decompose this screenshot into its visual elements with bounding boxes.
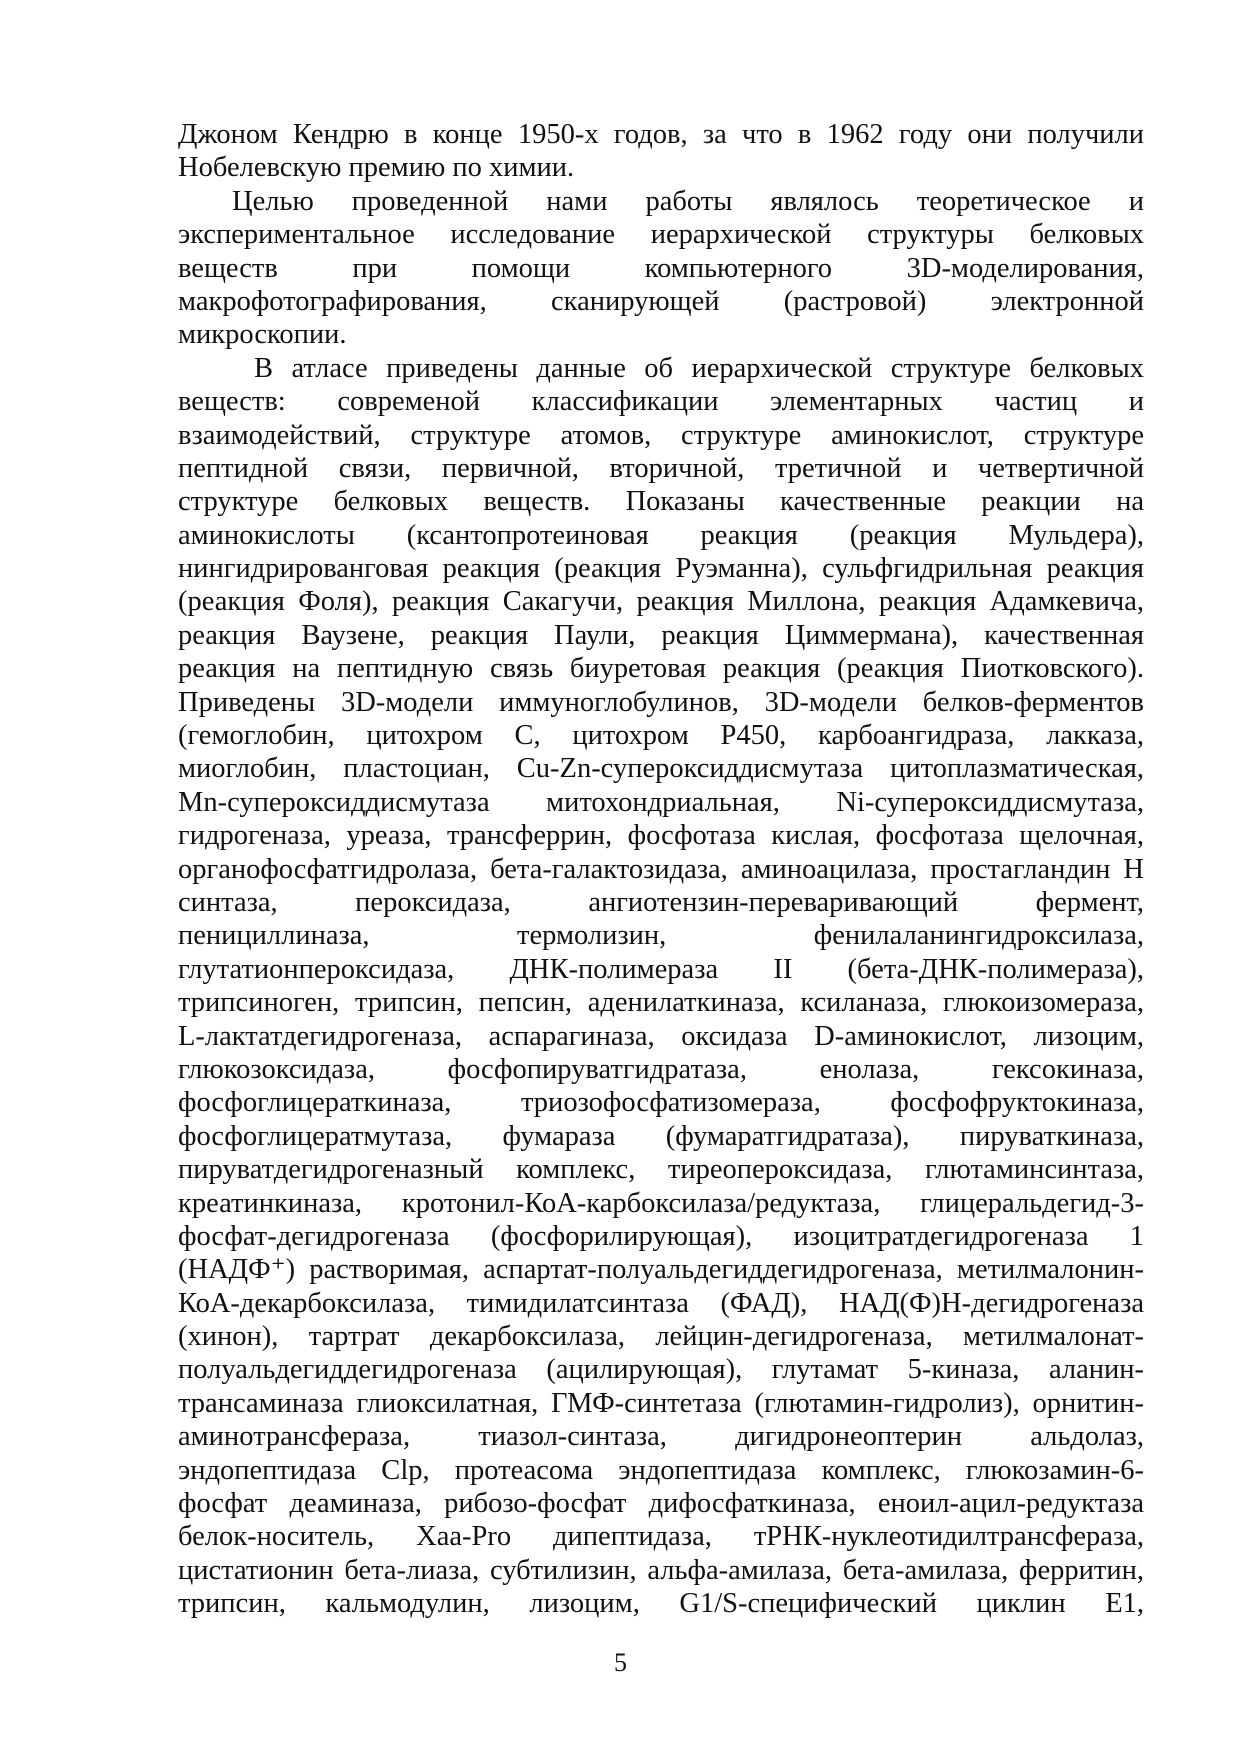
text-line: глюкозоксидаза, фосфопируватгидратаза, енолаза, гексокиназа, [178,1053,1144,1085]
text-line: нингидрированговая реакция (реакция Руэманна), сульфгидрильная реакция [178,553,1144,585]
text-line: структуре белковых веществ. Показаны качественные реакции на [178,486,1144,518]
text-line: (хинон), тартрат декарбоксилаза, лейцин-дегидрогеназа, метилмалонат- [178,1321,1144,1353]
text-line: пенициллиназа, термолизин, фенилаланингидроксилаза, [178,920,1144,952]
text-line: органофосфатгидролаза, бета-галактозидаза, аминоацилаза, простагландин Н [178,853,1144,885]
text-line: синтаза, пероксидаза, ангиотензин-переваривающий фермент, [178,886,1144,918]
page-number: 5 [614,1648,627,1677]
text-line: фосфат-дегидрогеназа (фосфорилирующая), изоцитратдегидрогеназа 1 [178,1220,1144,1252]
text-line: миоглобин, пластоциан, Cu-Zn-супероксиддисмутаза цитоплазматическая, [178,753,1144,785]
text-line: трансаминаза глиоксилатная, ГМФ-синтетаза (глютамин-гидролиз), орнитин- [178,1387,1144,1419]
document-body [178,118,1144,1621]
text-line: гидрогеназа, уреаза, трансферрин, фосфотаза кислая, фосфотаза щелочная, [178,820,1144,852]
text-line: фосфоглицераткиназа, триозофосфатизомераза, фосфофруктокиназа, [178,1087,1144,1119]
text-line: фосфат деаминаза, рибозо-фосфат дифосфаткиназа, еноил-ацил-редуктаза [178,1488,1144,1520]
text-line: (гемоглобин, цитохром С, цитохром P450, карбоангидраза, лакказа, [178,720,1144,752]
text-line: реакция Ваузене, реакция Паули, реакция Циммермана), качественная [178,619,1144,651]
text-line: Целью проведенной нами работы являлось теоретическое и [232,185,1144,217]
text-line: (НАДФ⁺) растворимая, аспартат-полуальдегиддегидрогеназа, метилмалонин- [178,1254,1144,1286]
text-line: (реакция Фоля), реакция Сакагучи, реакция Миллона, реакция Адамкевича, [178,586,1144,618]
text-line: Mn-супероксиддисмутаза митохондриальная, Ni-супероксиддисмутаза, [178,786,1144,818]
text-line: эндопептидаза Clp, протеасома эндопептидаза комплекс, глюкозамин-6- [178,1454,1144,1486]
text-line: макрофотографирования, сканирующей (растровой) электронной [178,285,1144,317]
text-line: Нобелевскую премию по химии. [178,152,575,184]
text-line: В атласе приведены данные об иерархической структуре белковых [254,352,1144,384]
text-line: цистатионин бета-лиаза, субтилизин, альфа-амилаза, бета-амилаза, ферритин, [178,1554,1144,1586]
text-line: веществ: современой классификации элементарных частиц и [178,386,1144,418]
text-line: трипсин, кальмодулин, лизоцим, G1/S-специфический циклин E1, [178,1588,1144,1620]
text-line: веществ при помощи компьютерного 3D-моделирования, [178,252,1144,284]
text-line: креатинкиназа, кротонил-КоА-карбоксилаза/редуктаза, глицеральдегид-3- [178,1187,1144,1219]
text-line: аминокислоты (ксантопротеиновая реакция (реакция Мульдера), [178,519,1144,551]
text-line: полуальдегиддегидрогеназа (ацилирующая), глутамат 5-киназа, аланин- [178,1354,1144,1386]
text-line: Джоном Кендрю в конце 1950-х годов, за что в 1962 году они получили [178,119,1144,150]
text-line: белок-носитель, Xaa-Pro дипептидаза, тРНК-нуклеотидилтрансфераза, [178,1521,1144,1553]
text-line: экспериментальное исследование иерархической структуры белковых [178,219,1144,251]
text-line: аминотрансфераза, тиазол-синтаза, дигидронеоптерин альдолаз, [178,1421,1144,1453]
text-line: микроскопии. [178,319,347,351]
text-line: пептидной связи, первичной, вторичной, третичной и четвертичной [178,452,1144,484]
text-line: L-лактатдегидрогеназа, аспарагиназа, оксидаза D-аминокислот, лизоцим, [178,1020,1144,1052]
text-line: глутатионпероксидаза, ДНК-полимераза II (бета-ДНК-полимераза), [178,953,1144,985]
text-line: трипсиноген, трипсин, пепсин, аденилаткиназа, ксиланаза, глюкоизомераза, [178,987,1144,1019]
text-line: реакция на пептидную связь биуретовая реакция (реакция Пиотковского). [178,653,1144,685]
text-line: КоА-декарбоксилаза, тимидилатсинтаза (ФАД), НАД(Ф)Н-дегидрогеназа [178,1287,1144,1319]
text-line: пируватдегидрогеназный комплекс, тиреопероксидаза, глютаминсинтаза, [178,1154,1144,1186]
text-line: взаимодействий, структуре атомов, структуре аминокислот, структуре [178,419,1144,451]
text-line: Приведены 3D-модели иммуноглобулинов, 3D-модели белков-ферментов [178,686,1144,718]
text-line: фосфоглицератмутаза, фумараза (фумаратгидратаза), пируваткиназа, [178,1120,1144,1152]
